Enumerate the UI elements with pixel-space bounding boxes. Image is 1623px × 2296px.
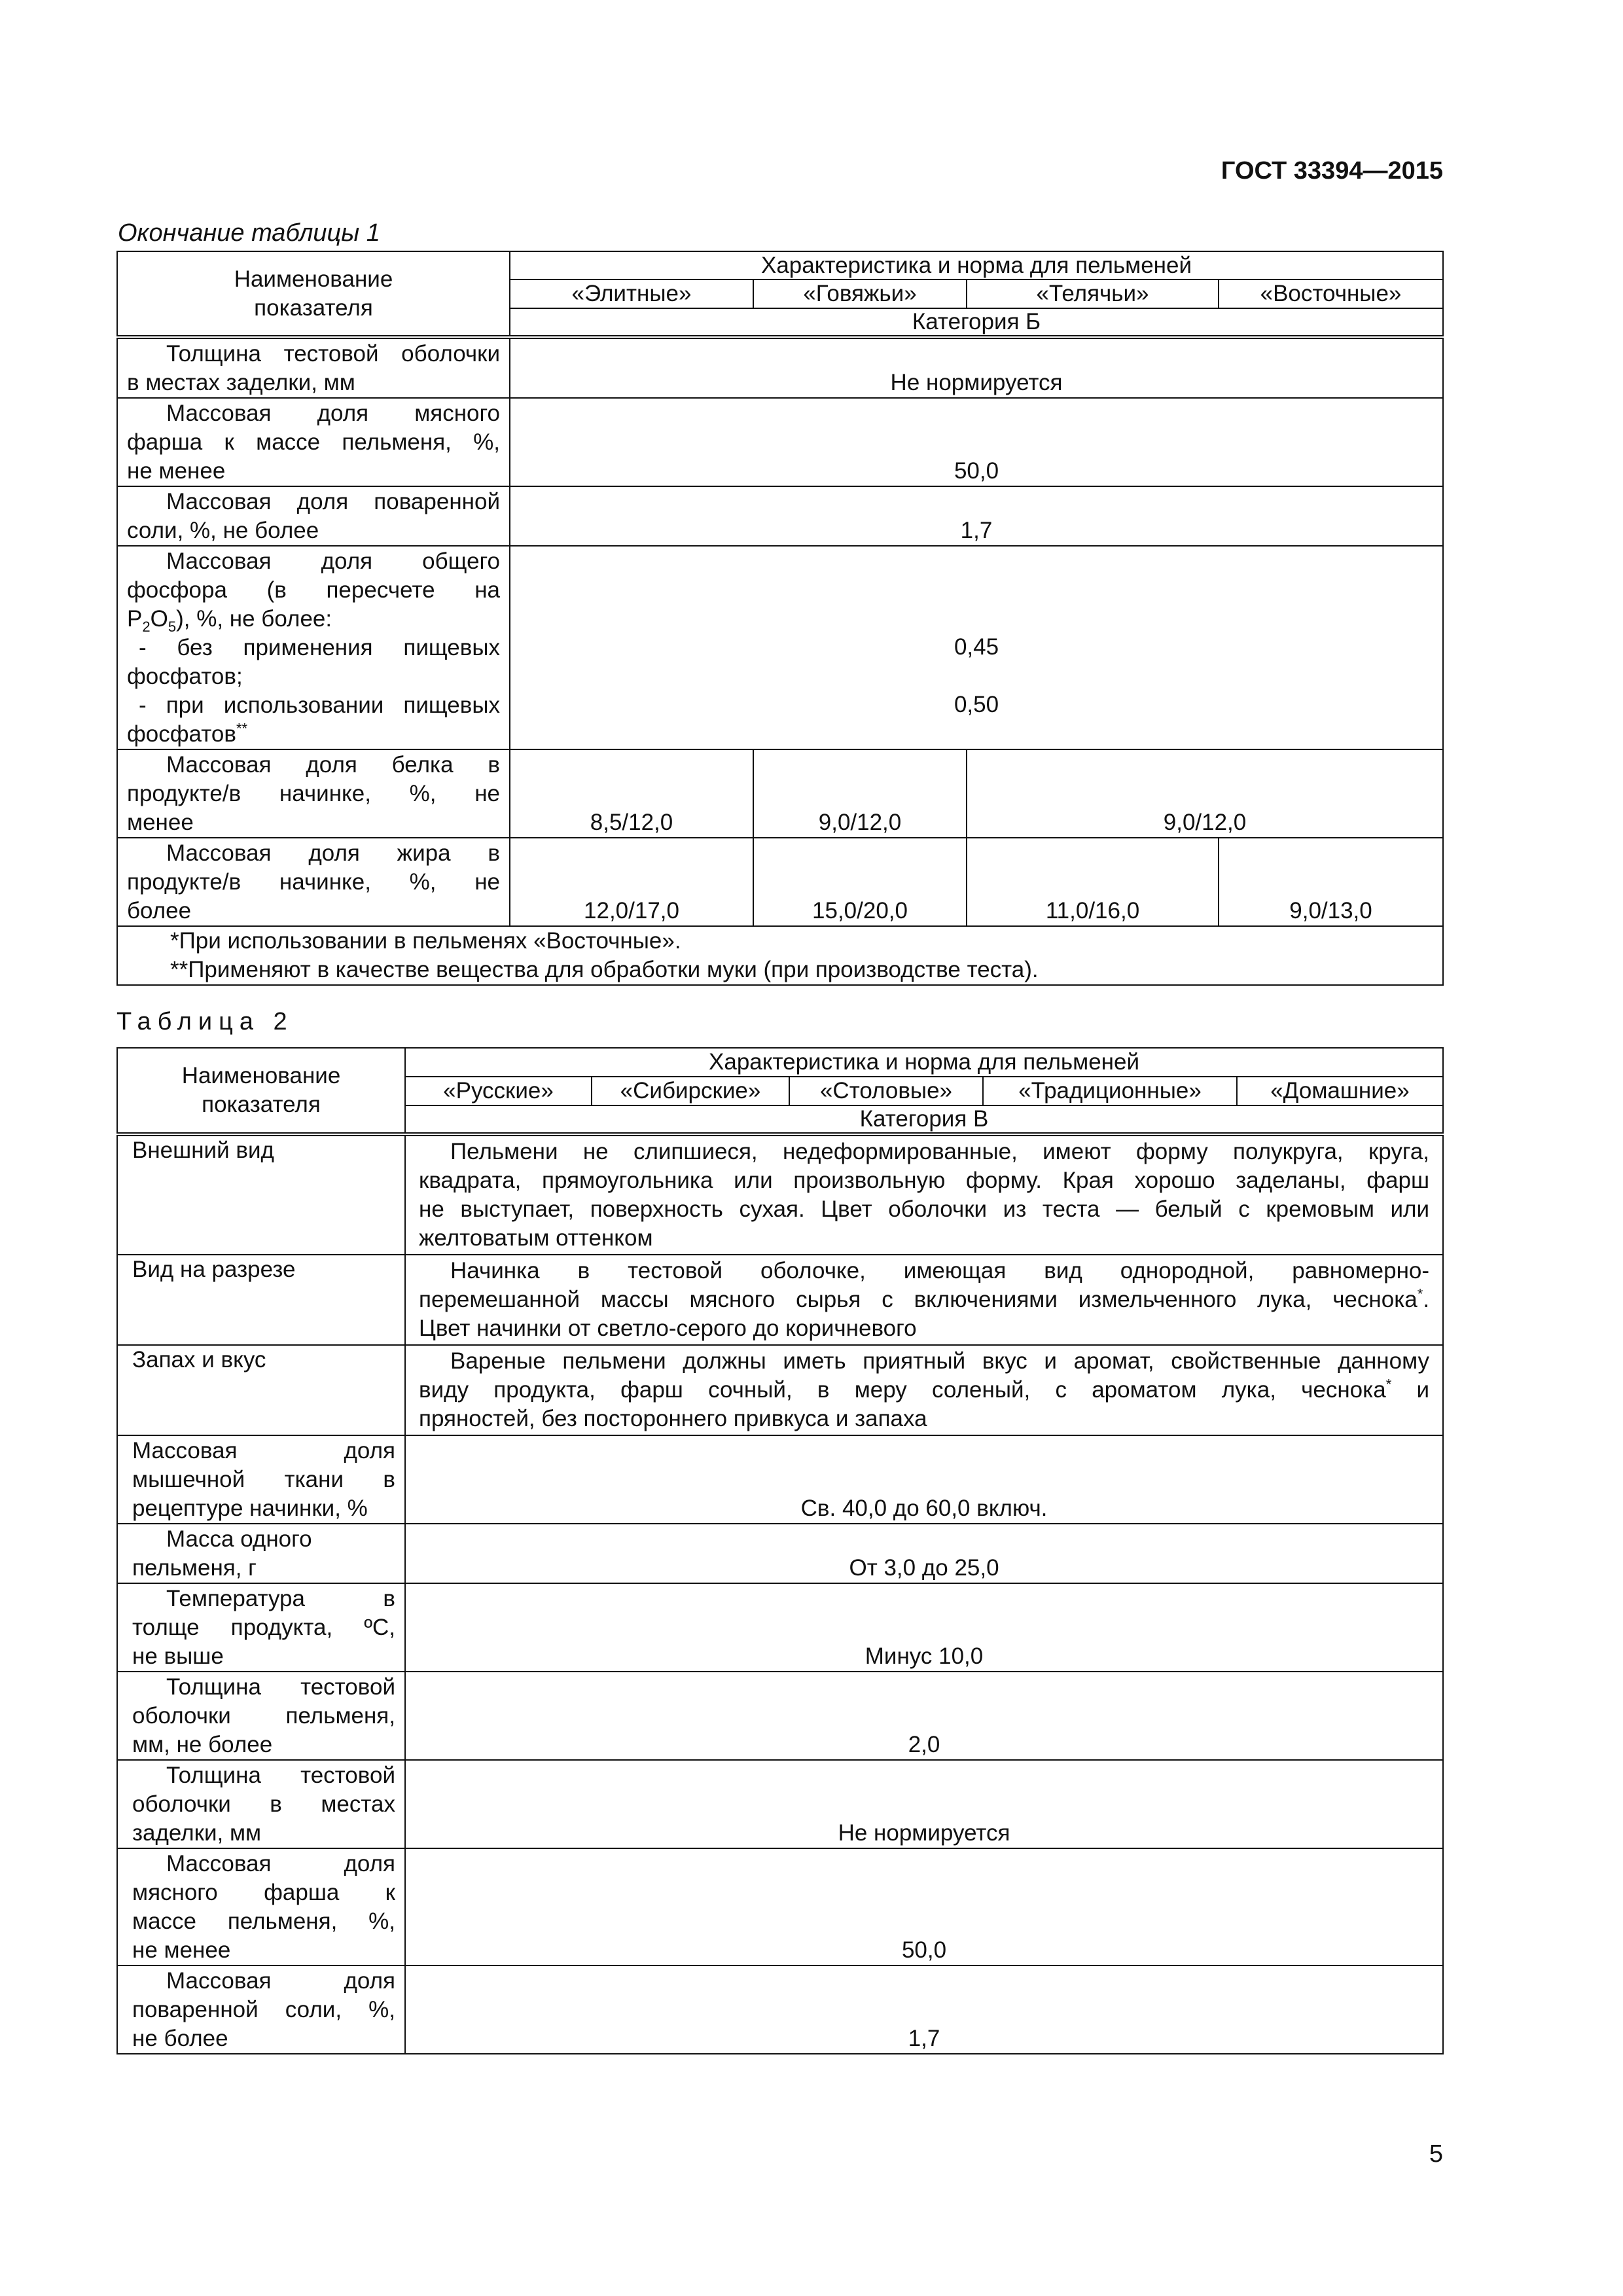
t1-row-fat-name: Массовая доля жира в продукте/в начинке, %, не более (117, 838, 510, 926)
t2-row-mass-value: От 3,0 до 25,0 (405, 1524, 1443, 1583)
phosphorus-without-value: 0,45 (954, 634, 999, 660)
table2-caption: Таблица 2 (116, 1008, 294, 1035)
table1-notes (117, 926, 1443, 985)
table1 (116, 251, 1444, 986)
t1-row-salt-name: Массовая доля поваренной соли, %, не более (117, 486, 510, 546)
t1-row-meat-name: Массовая доля мясного фарша к массе пельменя, %, не менее (117, 398, 510, 486)
t1-row-salt-value: 1,7 (510, 486, 1443, 546)
table2-col-siberian: «Сибирские» (592, 1077, 789, 1105)
t1-fat-oriental: 9,0/13,0 (1219, 838, 1443, 926)
table1-head-group: Характеристика и норма для пельменей (510, 251, 1443, 279)
t2-row-appearance-name: Внешний вид (117, 1134, 405, 1255)
document-code: ГОСТ 33394—2015 (1221, 157, 1443, 185)
t1-fat-beef: 15,0/20,0 (753, 838, 967, 926)
t1-protein-beef: 9,0/12,0 (753, 749, 967, 838)
t2-row-meat-value: 50,0 (405, 1848, 1443, 1965)
table2-col-russian: «Русские» (405, 1077, 592, 1105)
t2-row-meat-name: Массовая доля мясного фарша к массе пельменя, %, не менее (117, 1848, 405, 1965)
table1-note-1: *При использовании в пельменях «Восточные». (170, 928, 681, 954)
t1-row-protein-name: Массовая доля белка в продукте/в начинке, %, не менее (117, 749, 510, 838)
t2-row-shell-name: Толщина тестовой оболочки пельменя, мм, не более (117, 1672, 405, 1760)
table2-head-group: Характеристика и норма для пельменей (405, 1048, 1443, 1077)
t1-row-phosphorus-values (510, 546, 1443, 749)
t1-fat-veal: 11,0/16,0 (967, 838, 1219, 926)
table1-col-elite: «Элитные» (510, 279, 753, 308)
table1-col-veal: «Телячьи» (967, 279, 1219, 308)
t1-protein-veal-oriental: 9,0/12,0 (967, 749, 1443, 838)
t1-row-meat-value: 50,0 (510, 398, 1443, 486)
t2-row-seam-name: Толщина тестовой оболочки в местах заделки, мм (117, 1760, 405, 1848)
t2-row-muscle-value: Св. 40,0 до 60,0 включ. (405, 1435, 1443, 1524)
t1-protein-elite: 8,5/12,0 (510, 749, 753, 838)
t2-row-shell-value: 2,0 (405, 1672, 1443, 1760)
t2-row-taste-name: Запах и вкус (117, 1345, 405, 1435)
t2-row-taste-value: Вареные пельмени должны иметь приятный вкус и аромат, свойственные данному виду продукта, фарш сочный, в меру соленый, с ароматом лука, чеснока* и пряностей, без постороннего привкуса и запаха (405, 1345, 1443, 1435)
table1-col-beef: «Говяжьи» (753, 279, 967, 308)
table2-col-traditional: «Традиционные» (983, 1077, 1237, 1105)
table1-col-oriental: «Восточные» (1219, 279, 1443, 308)
table2-col-homemade: «Домашние» (1237, 1077, 1443, 1105)
table1-caption: Окончание таблицы 1 (118, 219, 380, 247)
page-number: 5 (1429, 2140, 1443, 2168)
table2-head-name: Наименование показателя (117, 1048, 405, 1134)
table2-category: Категория В (405, 1105, 1443, 1134)
t2-row-salt-value: 1,7 (405, 1965, 1443, 2054)
t1-row-phosphorus-name: Массовая доля общего фосфора (в пересчете на $P_2O_5$), %, не более: - без применения пищевых фосфатов; - при использовании пищевых фосфатов** (117, 546, 510, 749)
t2-row-muscle-name: Массовая доля мышечной ткани в рецептуре начинки, % (117, 1435, 405, 1524)
table1-head-name: Наименование показателя (117, 251, 510, 337)
t2-row-appearance-value: Пельмени не слипшиеся, недеформированные, имеют форму полукруга, круга, квадрата, прямоугольника или произвольную форму. Края хорошо заделаны, фарш не выступает, поверхность сухая. Цвет оболочки из теста — белый с кремовым или желтоватым оттенком (405, 1134, 1443, 1255)
table2 (116, 1047, 1444, 2054)
t2-row-salt-name: Массовая доля поваренной соли, %, не более (117, 1965, 405, 2054)
t2-row-cut-value: Начинка в тестовой оболочке, имеющая вид однородной, равномерно- перемешанной массы мясного сырья с включениями измельченного лука, чеснока*. Цвет начинки от светло-серого до коричневого (405, 1255, 1443, 1345)
t1-row-thickness-value: Не нормируется (510, 337, 1443, 398)
t2-row-seam-value: Не нормируется (405, 1760, 1443, 1848)
t1-row-thickness-name: Толщина тестовой оболочки в местах заделки, мм (117, 337, 510, 398)
table1-note-2: **Применяют в качестве вещества для обработки муки (при производстве теста). (170, 957, 1039, 982)
t2-row-mass-name: Масса одного пельменя, г (117, 1524, 405, 1583)
table2-col-table: «Столовые» (789, 1077, 983, 1105)
t2-row-cut-name: Вид на разрезе (117, 1255, 405, 1345)
table1-category: Категория Б (510, 308, 1443, 337)
t2-row-temp-name: Температура в толще продукта, ºС, не выше (117, 1583, 405, 1672)
phosphorus-with-value: 0,50 (954, 692, 999, 717)
t2-row-temp-value: Минус 10,0 (405, 1583, 1443, 1672)
t1-fat-elite: 12,0/17,0 (510, 838, 753, 926)
